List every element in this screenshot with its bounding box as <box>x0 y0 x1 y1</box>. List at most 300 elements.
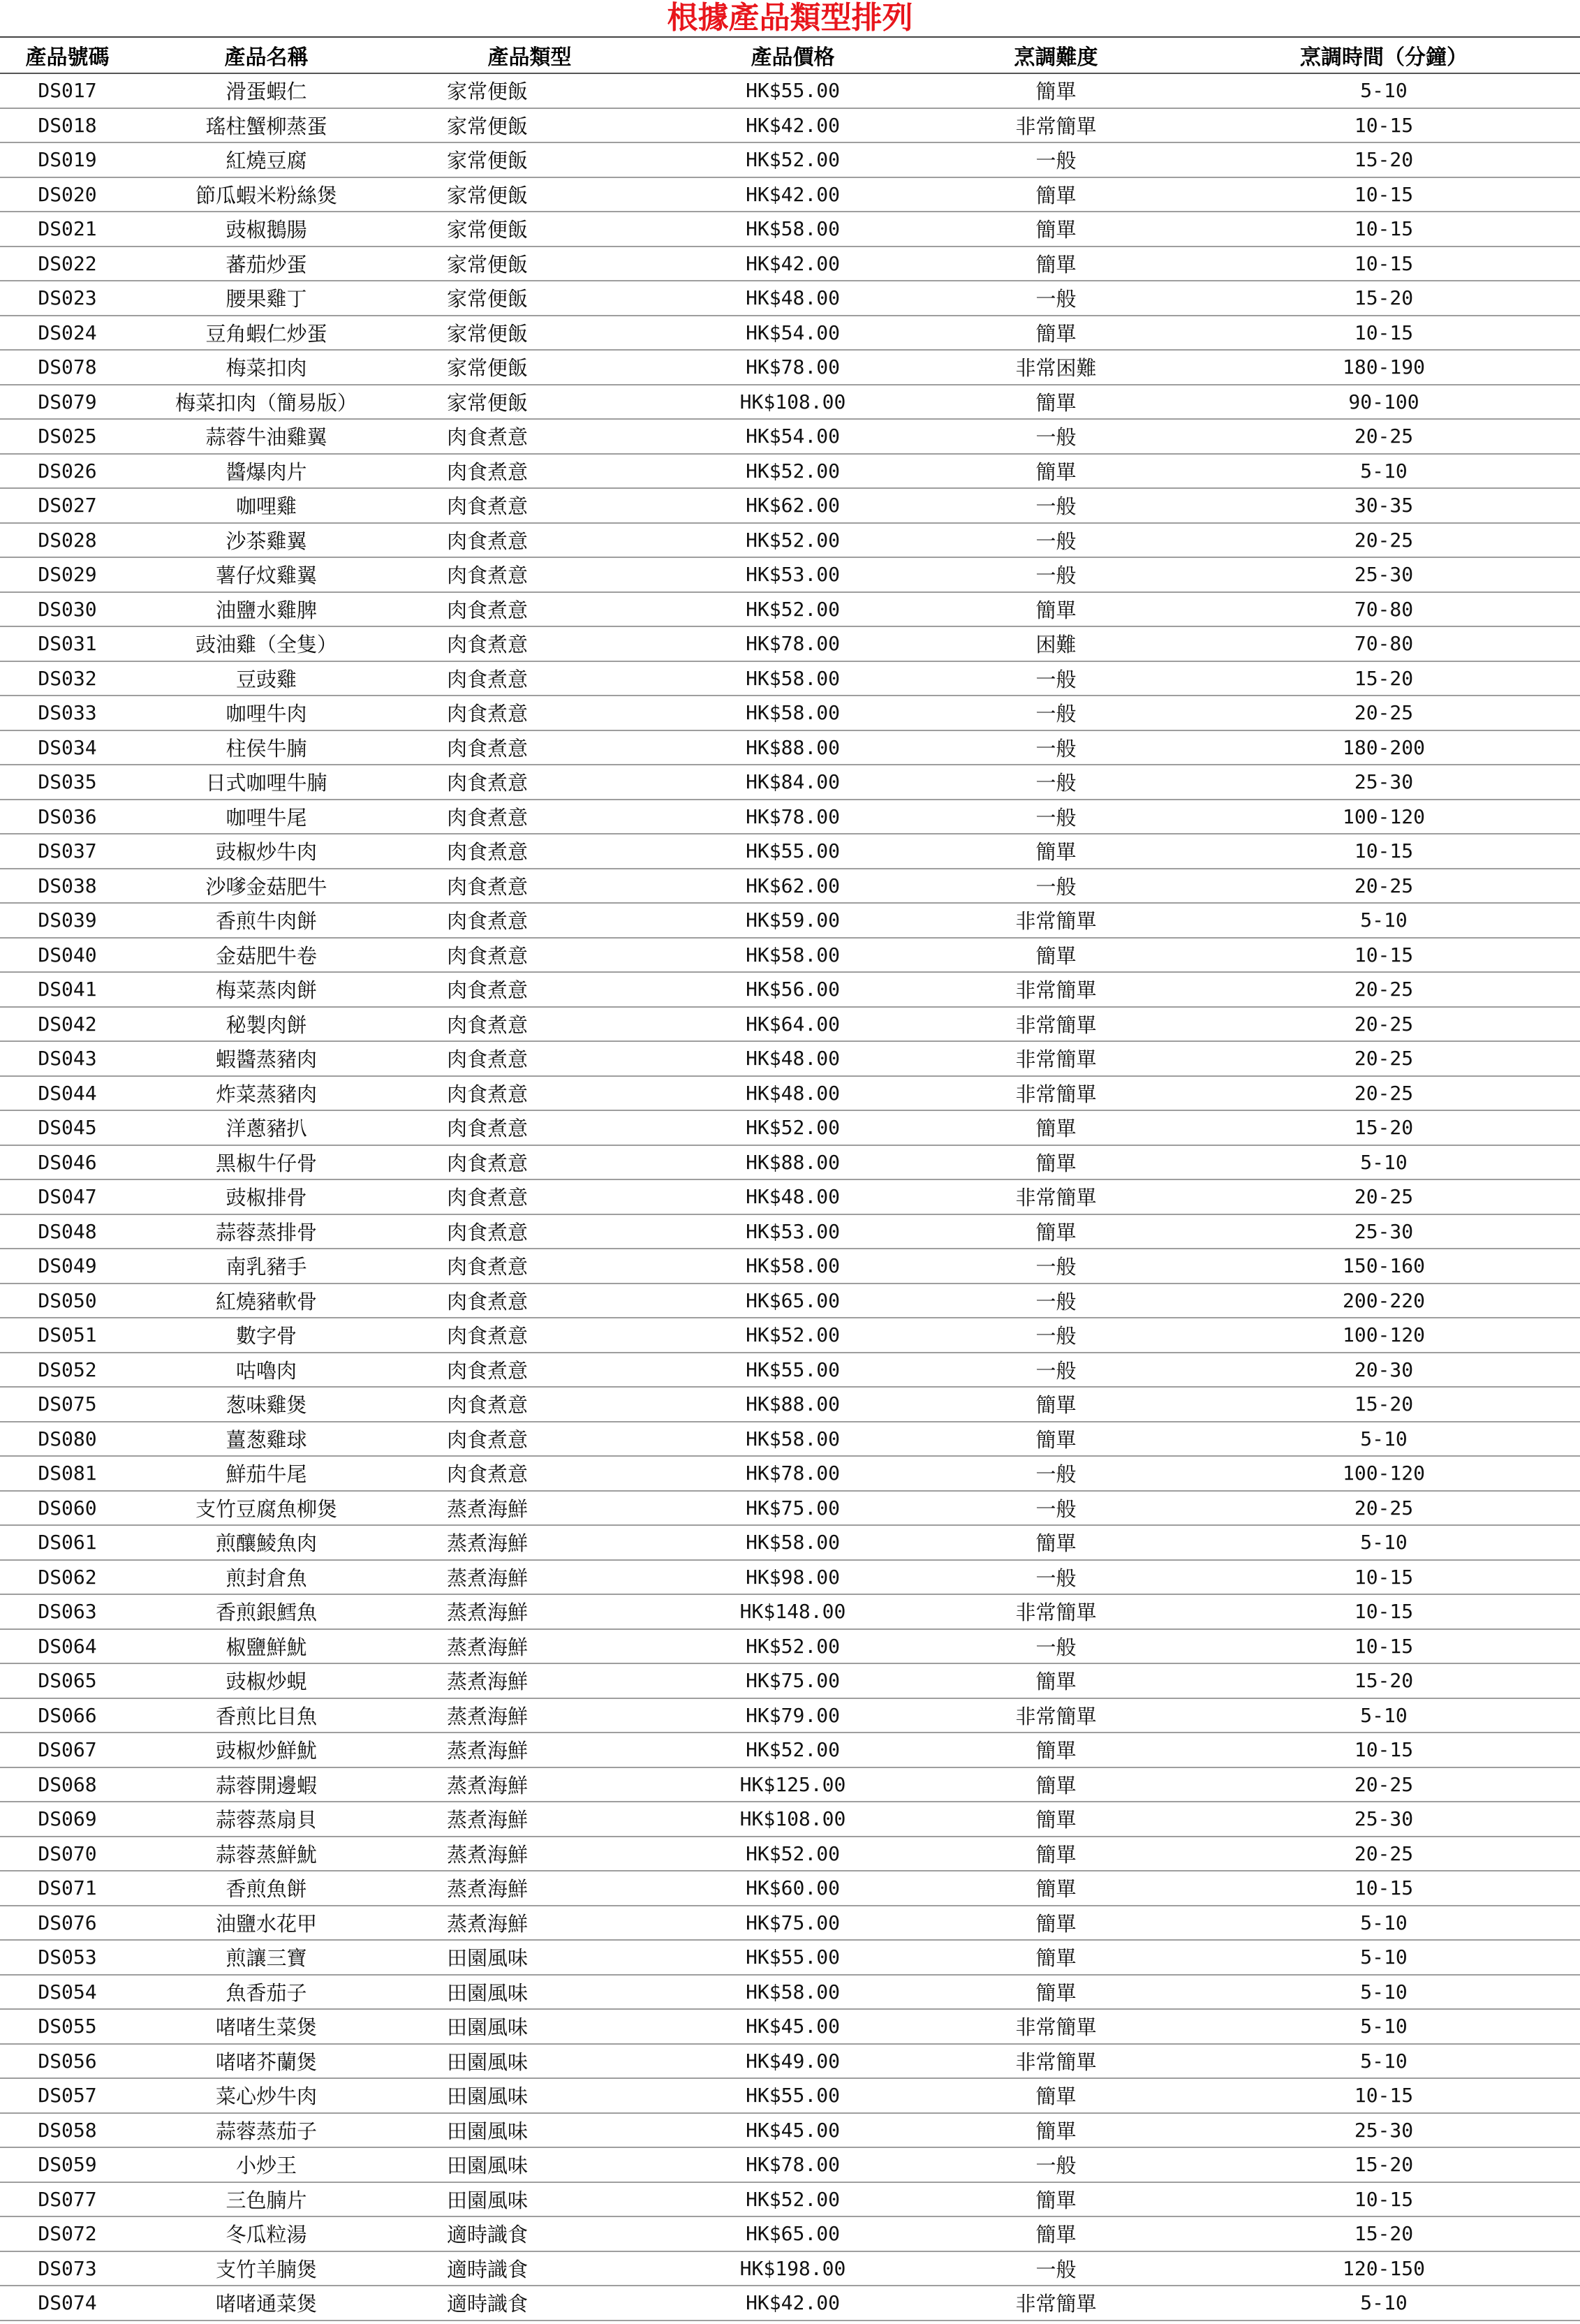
cell-code: DS064 <box>0 1629 135 1664</box>
cell-time: 100-120 <box>1188 1456 1580 1491</box>
cell-name: 咕嚕肉 <box>135 1353 398 1388</box>
cell-time: 20-25 <box>1188 1076 1580 1111</box>
cell-category: 肉食煮意 <box>398 1249 661 1284</box>
cell-category: 田園風味 <box>398 2078 661 2113</box>
cell-code: DS075 <box>0 1387 135 1422</box>
cell-category: 肉食煮意 <box>398 696 661 730</box>
cell-name: 豆豉雞 <box>135 661 398 696</box>
cell-time: 10-15 <box>1188 1871 1580 1906</box>
cell-category: 田園風味 <box>398 1975 661 2010</box>
cell-time: 25-30 <box>1188 1802 1580 1837</box>
cell-price: HK$42.00 <box>661 2286 924 2321</box>
cell-name: 豆角蝦仁炒蛋 <box>135 316 398 351</box>
cell-price: HK$58.00 <box>661 1525 924 1560</box>
cell-code: DS078 <box>0 350 135 385</box>
cell-time: 25-30 <box>1188 557 1580 592</box>
table-row <box>0 1353 1580 1388</box>
cell-price: HK$48.00 <box>661 1179 924 1214</box>
header-code: 產品號碼 <box>0 37 135 73</box>
cell-name: 滑蛋蝦仁 <box>135 73 398 108</box>
cell-category: 田園風味 <box>398 2182 661 2217</box>
table-row <box>0 1663 1580 1698</box>
cell-name: 小炒王 <box>135 2147 398 2182</box>
table-row <box>0 212 1580 247</box>
cell-code: DS051 <box>0 1318 135 1353</box>
cell-name: 蒜蓉蒸茄子 <box>135 2113 398 2148</box>
cell-code: DS050 <box>0 1284 135 1318</box>
cell-code: DS045 <box>0 1110 135 1145</box>
cell-name: 數字骨 <box>135 1318 398 1353</box>
cell-difficulty: 簡單 <box>924 1110 1188 1145</box>
table-row <box>0 1007 1580 1042</box>
cell-code: DS066 <box>0 1698 135 1733</box>
cell-name: 啫啫通菜煲 <box>135 2286 398 2321</box>
table-row <box>0 385 1580 420</box>
cell-difficulty: 簡單 <box>924 1387 1188 1422</box>
cell-difficulty: 一般 <box>924 1629 1188 1664</box>
cell-time: 70-80 <box>1188 626 1580 661</box>
cell-price: HK$64.00 <box>661 1007 924 1042</box>
cell-time: 20-25 <box>1188 869 1580 904</box>
table-row <box>0 1179 1580 1214</box>
table-row <box>0 626 1580 661</box>
table-row <box>0 1975 1580 2010</box>
cell-code: DS024 <box>0 316 135 351</box>
cell-time: 5-10 <box>1188 1422 1580 1457</box>
cell-time: 25-30 <box>1188 1214 1580 1249</box>
cell-category: 田園風味 <box>398 1940 661 1975</box>
cell-price: HK$58.00 <box>661 1422 924 1457</box>
cell-difficulty: 簡單 <box>924 1733 1188 1767</box>
table-row <box>0 592 1580 627</box>
cell-difficulty: 簡單 <box>924 1767 1188 1802</box>
table-row <box>0 834 1580 869</box>
table-row <box>0 73 1580 108</box>
cell-difficulty: 一般 <box>924 419 1188 454</box>
cell-name: 咖哩牛肉 <box>135 696 398 730</box>
cell-price: HK$55.00 <box>661 73 924 108</box>
cell-code: DS030 <box>0 592 135 627</box>
table-row <box>0 488 1580 523</box>
cell-price: HK$59.00 <box>661 903 924 938</box>
cell-name: 啫啫生菜煲 <box>135 2009 398 2044</box>
cell-difficulty: 簡單 <box>924 1145 1188 1180</box>
cell-category: 蒸煮海鮮 <box>398 1594 661 1629</box>
cell-price: HK$52.00 <box>661 1733 924 1767</box>
cell-time: 100-120 <box>1188 1318 1580 1353</box>
cell-time: 10-15 <box>1188 108 1580 143</box>
cell-price: HK$52.00 <box>661 2182 924 2217</box>
cell-name: 香煎魚餅 <box>135 1871 398 1906</box>
cell-time: 10-15 <box>1188 247 1580 281</box>
cell-code: DS044 <box>0 1076 135 1111</box>
cell-category: 蒸煮海鮮 <box>398 1491 661 1526</box>
cell-code: DS056 <box>0 2044 135 2079</box>
table-row <box>0 2251 1580 2286</box>
cell-difficulty: 非常簡單 <box>924 1179 1188 1214</box>
cell-category: 蒸煮海鮮 <box>398 1525 661 1560</box>
cell-code: DS067 <box>0 1733 135 1767</box>
cell-price: HK$42.00 <box>661 108 924 143</box>
table-row <box>0 903 1580 938</box>
cell-code: DS025 <box>0 419 135 454</box>
cell-code: DS058 <box>0 2113 135 2148</box>
cell-code: DS019 <box>0 142 135 177</box>
cell-price: HK$58.00 <box>661 212 924 247</box>
cell-price: HK$58.00 <box>661 661 924 696</box>
cell-time: 5-10 <box>1188 2044 1580 2079</box>
cell-difficulty: 簡單 <box>924 1940 1188 1975</box>
cell-time: 10-15 <box>1188 1560 1580 1595</box>
cell-price: HK$53.00 <box>661 1214 924 1249</box>
table-row <box>0 1456 1580 1491</box>
cell-difficulty: 非常簡單 <box>924 903 1188 938</box>
cell-code: DS029 <box>0 557 135 592</box>
cell-category: 田園風味 <box>398 2009 661 2044</box>
cell-price: HK$98.00 <box>661 1560 924 1595</box>
cell-category: 肉食煮意 <box>398 1353 661 1388</box>
cell-category: 肉食煮意 <box>398 869 661 904</box>
cell-category: 肉食煮意 <box>398 488 661 523</box>
cell-time: 20-25 <box>1188 523 1580 558</box>
cell-time: 180-190 <box>1188 350 1580 385</box>
cell-price: HK$48.00 <box>661 1041 924 1076</box>
cell-code: DS041 <box>0 972 135 1007</box>
header-name: 產品名稱 <box>135 37 398 73</box>
cell-category: 適時識食 <box>398 2216 661 2251</box>
table-row <box>0 1214 1580 1249</box>
table-row <box>0 2044 1580 2079</box>
cell-time: 20-25 <box>1188 696 1580 730</box>
table-row <box>0 454 1580 489</box>
cell-difficulty: 一般 <box>924 1491 1188 1526</box>
cell-name: 支竹豆腐魚柳煲 <box>135 1491 398 1526</box>
cell-time: 15-20 <box>1188 281 1580 316</box>
cell-name: 梅菜扣肉 <box>135 350 398 385</box>
table-row <box>0 2078 1580 2113</box>
cell-difficulty: 簡單 <box>924 1525 1188 1560</box>
cell-name: 紅燒豬軟骨 <box>135 1284 398 1318</box>
cell-name: 咖哩牛尾 <box>135 800 398 834</box>
cell-category: 肉食煮意 <box>398 765 661 800</box>
cell-price: HK$125.00 <box>661 1767 924 1802</box>
cell-category: 家常便飯 <box>398 142 661 177</box>
cell-name: 油鹽水雞脾 <box>135 592 398 627</box>
cell-code: DS062 <box>0 1560 135 1595</box>
cell-difficulty: 非常簡單 <box>924 1076 1188 1111</box>
cell-name: 沙茶雞翼 <box>135 523 398 558</box>
cell-code: DS032 <box>0 661 135 696</box>
cell-difficulty: 簡單 <box>924 247 1188 281</box>
cell-time: 70-80 <box>1188 592 1580 627</box>
header-category: 產品類型 <box>398 37 661 73</box>
table-row <box>0 2113 1580 2148</box>
cell-name: 冬瓜粒湯 <box>135 2216 398 2251</box>
cell-price: HK$52.00 <box>661 592 924 627</box>
cell-name: 三色腩片 <box>135 2182 398 2217</box>
cell-difficulty: 非常簡單 <box>924 1007 1188 1042</box>
cell-price: HK$58.00 <box>661 1249 924 1284</box>
cell-price: HK$65.00 <box>661 2216 924 2251</box>
cell-difficulty: 非常簡單 <box>924 972 1188 1007</box>
cell-category: 家常便飯 <box>398 350 661 385</box>
cell-price: HK$84.00 <box>661 765 924 800</box>
table-row <box>0 1284 1580 1318</box>
table-row <box>0 1076 1580 1111</box>
cell-difficulty: 非常簡單 <box>924 108 1188 143</box>
cell-price: HK$60.00 <box>661 1871 924 1906</box>
cell-code: DS021 <box>0 212 135 247</box>
cell-time: 10-15 <box>1188 316 1580 351</box>
cell-name: 節瓜蝦米粉絲煲 <box>135 177 398 212</box>
cell-name: 梅菜扣肉（簡易版） <box>135 385 398 420</box>
table-row <box>0 1560 1580 1595</box>
cell-price: HK$108.00 <box>661 1802 924 1837</box>
cell-code: DS063 <box>0 1594 135 1629</box>
table-row <box>0 1698 1580 1733</box>
cell-name: 咖哩雞 <box>135 488 398 523</box>
cell-name: 蝦醬蒸豬肉 <box>135 1041 398 1076</box>
cell-name: 魚香茄子 <box>135 1975 398 2010</box>
cell-category: 適時識食 <box>398 2251 661 2286</box>
cell-price: HK$78.00 <box>661 350 924 385</box>
cell-name: 豉椒鵝腸 <box>135 212 398 247</box>
cell-category: 蒸煮海鮮 <box>398 1560 661 1595</box>
cell-price: HK$65.00 <box>661 1284 924 1318</box>
cell-name: 醬爆肉片 <box>135 454 398 489</box>
cell-difficulty: 簡單 <box>924 592 1188 627</box>
cell-difficulty: 一般 <box>924 1353 1188 1388</box>
cell-code: DS036 <box>0 800 135 834</box>
cell-time: 5-10 <box>1188 1145 1580 1180</box>
cell-difficulty: 非常簡單 <box>924 1594 1188 1629</box>
header-price: 產品價格 <box>661 37 924 73</box>
cell-time: 15-20 <box>1188 661 1580 696</box>
table-row <box>0 1422 1580 1457</box>
cell-difficulty: 非常簡單 <box>924 2286 1188 2321</box>
cell-code: DS069 <box>0 1802 135 1837</box>
cell-time: 25-30 <box>1188 765 1580 800</box>
cell-category: 肉食煮意 <box>398 1284 661 1318</box>
cell-code: DS059 <box>0 2147 135 2182</box>
cell-price: HK$48.00 <box>661 281 924 316</box>
cell-code: DS027 <box>0 488 135 523</box>
cell-category: 肉食煮意 <box>398 1214 661 1249</box>
table-row <box>0 938 1580 973</box>
cell-category: 蒸煮海鮮 <box>398 1837 661 1871</box>
cell-category: 田園風味 <box>398 2113 661 2148</box>
cell-code: DS038 <box>0 869 135 904</box>
cell-time: 10-15 <box>1188 2078 1580 2113</box>
cell-time: 180-200 <box>1188 730 1580 765</box>
cell-code: DS076 <box>0 1906 135 1941</box>
cell-category: 肉食煮意 <box>398 1387 661 1422</box>
cell-time: 15-20 <box>1188 2147 1580 2182</box>
cell-code: DS055 <box>0 2009 135 2044</box>
cell-price: HK$88.00 <box>661 1145 924 1180</box>
cell-time: 30-35 <box>1188 488 1580 523</box>
cell-code: DS039 <box>0 903 135 938</box>
cell-category: 蒸煮海鮮 <box>398 1906 661 1941</box>
cell-difficulty: 一般 <box>924 281 1188 316</box>
cell-price: HK$62.00 <box>661 488 924 523</box>
cell-time: 5-10 <box>1188 2286 1580 2321</box>
cell-category: 蒸煮海鮮 <box>398 1733 661 1767</box>
cell-code: DS017 <box>0 73 135 108</box>
cell-category: 肉食煮意 <box>398 1007 661 1042</box>
header-row <box>0 37 1580 73</box>
cell-time: 20-25 <box>1188 1491 1580 1526</box>
cell-category: 肉食煮意 <box>398 1041 661 1076</box>
cell-difficulty: 簡單 <box>924 454 1188 489</box>
table-row <box>0 1940 1580 1975</box>
cell-price: HK$56.00 <box>661 972 924 1007</box>
cell-price: HK$78.00 <box>661 2147 924 2182</box>
cell-name: 香煎銀鱈魚 <box>135 1594 398 1629</box>
cell-code: DS053 <box>0 1940 135 1975</box>
cell-difficulty: 非常簡單 <box>924 1698 1188 1733</box>
cell-time: 5-10 <box>1188 1940 1580 1975</box>
cell-code: DS068 <box>0 1767 135 1802</box>
cell-code: DS081 <box>0 1456 135 1491</box>
cell-price: HK$55.00 <box>661 1940 924 1975</box>
table-row <box>0 108 1580 143</box>
cell-name: 梅菜蒸肉餅 <box>135 972 398 1007</box>
cell-name: 煎釀鯪魚肉 <box>135 1525 398 1560</box>
cell-name: 油鹽水花甲 <box>135 1906 398 1941</box>
cell-category: 家常便飯 <box>398 108 661 143</box>
cell-name: 南乳豬手 <box>135 1249 398 1284</box>
cell-time: 20-25 <box>1188 1007 1580 1042</box>
cell-category: 肉食煮意 <box>398 592 661 627</box>
cell-time: 5-10 <box>1188 1975 1580 2010</box>
cell-code: DS070 <box>0 1837 135 1871</box>
cell-difficulty: 簡單 <box>924 385 1188 420</box>
cell-code: DS049 <box>0 1249 135 1284</box>
cell-code: DS033 <box>0 696 135 730</box>
cell-category: 肉食煮意 <box>398 938 661 973</box>
cell-code: DS071 <box>0 1871 135 1906</box>
cell-time: 20-25 <box>1188 1767 1580 1802</box>
cell-name: 豉油雞（全隻） <box>135 626 398 661</box>
cell-code: DS046 <box>0 1145 135 1180</box>
cell-difficulty: 一般 <box>924 1560 1188 1595</box>
cell-price: HK$55.00 <box>661 2078 924 2113</box>
cell-price: HK$55.00 <box>661 1353 924 1388</box>
cell-difficulty: 一般 <box>924 142 1188 177</box>
cell-difficulty: 一般 <box>924 800 1188 834</box>
cell-code: DS065 <box>0 1663 135 1698</box>
cell-category: 肉食煮意 <box>398 1179 661 1214</box>
cell-time: 100-120 <box>1188 800 1580 834</box>
cell-code: DS072 <box>0 2216 135 2251</box>
cell-price: HK$52.00 <box>661 142 924 177</box>
cell-price: HK$78.00 <box>661 800 924 834</box>
cell-code: DS022 <box>0 247 135 281</box>
cell-price: HK$55.00 <box>661 834 924 869</box>
cell-name: 腰果雞丁 <box>135 281 398 316</box>
cell-time: 15-20 <box>1188 1387 1580 1422</box>
cell-difficulty: 一般 <box>924 661 1188 696</box>
table-row <box>0 661 1580 696</box>
table-row <box>0 247 1580 281</box>
cell-category: 適時識食 <box>398 2286 661 2321</box>
table-row <box>0 1594 1580 1629</box>
table-row <box>0 2009 1580 2044</box>
cell-name: 秘製肉餅 <box>135 1007 398 1042</box>
cell-difficulty: 簡單 <box>924 177 1188 212</box>
cell-name: 豉椒炒鮮魷 <box>135 1733 398 1767</box>
cell-category: 家常便飯 <box>398 73 661 108</box>
cell-category: 家常便飯 <box>398 281 661 316</box>
cell-time: 200-220 <box>1188 1284 1580 1318</box>
cell-difficulty: 簡單 <box>924 212 1188 247</box>
cell-code: DS020 <box>0 177 135 212</box>
cell-time: 15-20 <box>1188 1663 1580 1698</box>
cell-code: DS018 <box>0 108 135 143</box>
cell-time: 120-150 <box>1188 2251 1580 2286</box>
cell-category: 肉食煮意 <box>398 1422 661 1457</box>
table-row <box>0 557 1580 592</box>
cell-price: HK$54.00 <box>661 316 924 351</box>
cell-code: DS079 <box>0 385 135 420</box>
cell-name: 蕃茄炒蛋 <box>135 247 398 281</box>
table-row <box>0 1802 1580 1837</box>
cell-difficulty: 困難 <box>924 626 1188 661</box>
cell-price: HK$53.00 <box>661 557 924 592</box>
cell-difficulty: 一般 <box>924 523 1188 558</box>
cell-price: HK$52.00 <box>661 1110 924 1145</box>
cell-time: 20-25 <box>1188 1179 1580 1214</box>
table-row <box>0 765 1580 800</box>
table-body <box>0 73 1580 2321</box>
cell-time: 5-10 <box>1188 1906 1580 1941</box>
cell-code: DS040 <box>0 938 135 973</box>
cell-time: 10-15 <box>1188 1733 1580 1767</box>
cell-name: 豉椒排骨 <box>135 1179 398 1214</box>
cell-category: 肉食煮意 <box>398 454 661 489</box>
cell-category: 肉食煮意 <box>398 626 661 661</box>
cell-price: HK$42.00 <box>661 247 924 281</box>
table-row <box>0 1145 1580 1180</box>
cell-category: 家常便飯 <box>398 385 661 420</box>
cell-code: DS043 <box>0 1041 135 1076</box>
cell-code: DS037 <box>0 834 135 869</box>
cell-name: 洋蔥豬扒 <box>135 1110 398 1145</box>
cell-difficulty: 簡單 <box>924 2182 1188 2217</box>
cell-difficulty: 一般 <box>924 730 1188 765</box>
cell-time: 20-25 <box>1188 972 1580 1007</box>
table-row <box>0 1871 1580 1906</box>
table-row <box>0 1387 1580 1422</box>
cell-price: HK$78.00 <box>661 626 924 661</box>
cell-difficulty: 一般 <box>924 1456 1188 1491</box>
cell-difficulty: 一般 <box>924 1249 1188 1284</box>
cell-time: 20-25 <box>1188 419 1580 454</box>
cell-time: 10-15 <box>1188 212 1580 247</box>
cell-price: HK$108.00 <box>661 385 924 420</box>
cell-name: 豉椒炒蜆 <box>135 1663 398 1698</box>
table-row <box>0 972 1580 1007</box>
cell-price: HK$52.00 <box>661 454 924 489</box>
cell-code: DS057 <box>0 2078 135 2113</box>
cell-category: 肉食煮意 <box>398 972 661 1007</box>
cell-difficulty: 一般 <box>924 1318 1188 1353</box>
cell-price: HK$52.00 <box>661 523 924 558</box>
cell-price: HK$58.00 <box>661 1975 924 2010</box>
cell-category: 肉食煮意 <box>398 661 661 696</box>
cell-category: 肉食煮意 <box>398 1145 661 1180</box>
